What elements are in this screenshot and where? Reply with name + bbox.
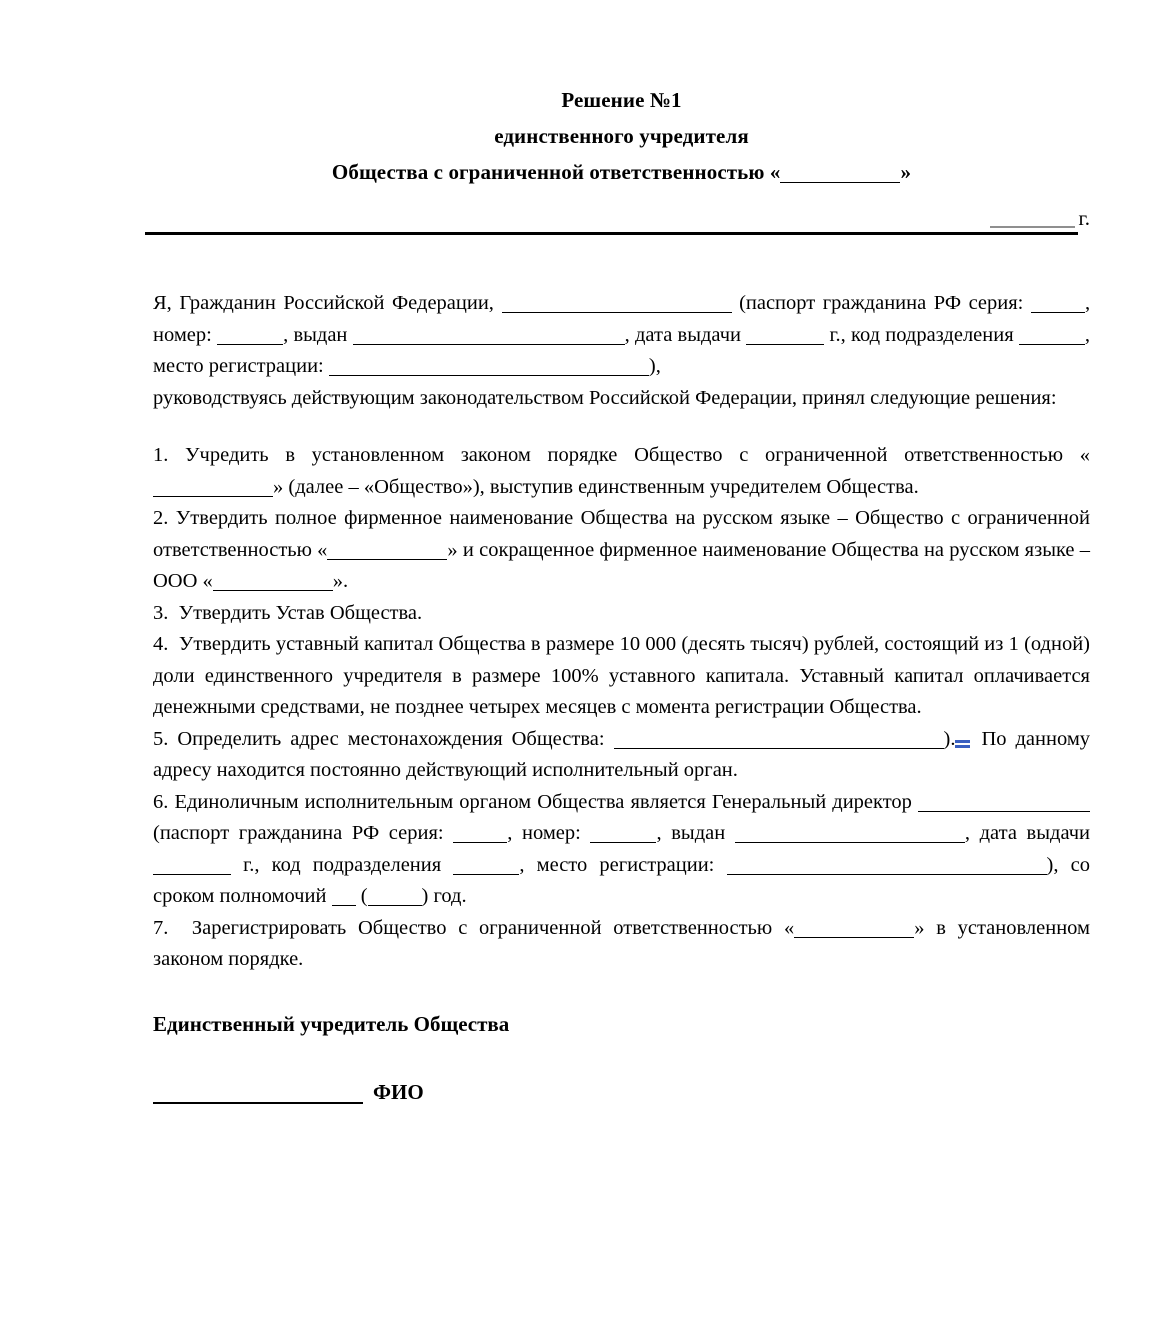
decision-item-5 — [153, 724, 1090, 787]
preamble-paragraph — [153, 288, 1090, 383]
passport-issuer-blank[interactable] — [353, 344, 625, 345]
item-5-number: 5. — [153, 727, 169, 750]
title-line-3 — [153, 156, 1090, 188]
preamble-seg-3: , номер: — [153, 292, 1091, 346]
item-6-issue-date-blank[interactable] — [153, 874, 231, 875]
title-company-prefix: Общества с ограниченной ответственностью « — [331, 160, 781, 184]
item-6-number: 6. — [153, 790, 169, 813]
decision-item-1 — [153, 440, 1090, 503]
item-6-seg-1: Единоличным исполнительным органом Общества является Генеральный директор — [174, 790, 912, 813]
signature-line-row — [153, 1078, 853, 1106]
item-6-seg-3: , номер: — [507, 822, 581, 844]
item-6-seg-4: , выдан — [656, 822, 726, 844]
item-6-seg-10: ) год. — [421, 885, 467, 907]
title-company-suffix: » — [900, 160, 912, 184]
decision-item-3 — [153, 598, 1090, 630]
item-6-seg-6: г., код подразделения — [243, 853, 442, 876]
document-body — [153, 288, 1090, 976]
item-1-number: 1. — [153, 444, 169, 466]
item-6-term-number-blank[interactable] — [332, 905, 356, 906]
item-6-director-name-blank[interactable] — [918, 811, 1090, 812]
signature-block — [153, 1010, 853, 1106]
decision-item-2 — [153, 503, 1090, 598]
item-5-seg-3: По данному адресу находится постоянно действующий исполнительный орган. — [153, 727, 1091, 781]
item-7-company-name-blank[interactable] — [794, 937, 914, 938]
item-2-short-name-blank[interactable] — [213, 590, 333, 591]
passport-number-blank[interactable] — [217, 344, 283, 345]
item-4-number: 4. — [153, 633, 169, 655]
item-6-seg-8: ), со сроком полномочий — [153, 853, 1090, 907]
item-7-number: 7. — [153, 916, 169, 939]
item-1-seg-1: Учредить в установленном законом порядке Общество с ограниченной ответственностью « — [185, 444, 1090, 466]
preamble-closing: руководствуясь действующим законодательством Российской Федерации, принял следующие решения: — [153, 386, 1057, 409]
item-3-number: 3. — [153, 601, 169, 624]
preamble-fullname-blank[interactable] — [502, 312, 732, 313]
preamble-seg-6: г., код подразделения — [829, 323, 1014, 346]
item-1-seg-2: » (далее – «Общество»), выступив единственным учредителем Общества. — [273, 475, 919, 498]
item-6-passport-series-blank[interactable] — [453, 842, 507, 843]
passport-dept-code-blank[interactable] — [1019, 344, 1085, 345]
preamble-seg-8: ), — [648, 355, 661, 377]
item-2-number: 2. — [153, 507, 169, 529]
signature-blank[interactable] — [153, 1102, 363, 1104]
item-3-seg-1: Утвердить Устав Общества. — [178, 601, 423, 624]
item-6-registration-address-blank[interactable] — [727, 874, 1047, 875]
item-7-seg-2: » в установленном законом порядке. — [153, 916, 1091, 970]
preamble-seg-4: , выдан — [283, 323, 348, 346]
item-6-seg-7: , место регистрации: — [519, 853, 715, 876]
item-6-seg-5: , дата выдачи — [964, 822, 1090, 844]
item-2-seg-3: ». — [332, 570, 349, 592]
preamble-seg-1: Я, Гражданин Российской Федерации, — [153, 292, 494, 314]
title-line-2: единственного учредителя — [494, 124, 749, 148]
passport-series-blank[interactable] — [1031, 312, 1085, 313]
decision-item-4 — [153, 629, 1090, 724]
item-6-dept-code-blank[interactable] — [453, 874, 519, 875]
decision-item-7 — [153, 913, 1090, 976]
item-4-seg-1: Утвердить уставный капитал Общества в размере 10 000 (десять тысяч) рублей, состоящий из 1 (одной) доли единственного учредителя в размере 100% уставного капитала. Уставный капитал оплачивается денежными средствами, не позднее четырех месяцев с момента регистрации Общества. — [153, 633, 1091, 718]
item-6-seg-9: ( — [360, 885, 368, 907]
item-2-full-name-blank[interactable] — [327, 559, 447, 560]
passport-issue-date-blank[interactable] — [746, 344, 824, 345]
dateline-row — [145, 205, 1090, 231]
item-2-seg-2: » и сокращенное фирменное наименование Общества на русском языке – ООО « — [153, 538, 1090, 592]
item-5-address-blank[interactable] — [614, 748, 944, 749]
item-5-seg-1: Определить адрес местонахождения Общества: — [177, 727, 605, 750]
dateline-date-blank[interactable] — [990, 226, 1075, 228]
title-company-name-blank[interactable] — [780, 182, 900, 183]
header-divider-rule — [145, 232, 1078, 235]
signature-role-label: Единственный учредитель Общества — [153, 1012, 510, 1036]
item-1-company-name-blank[interactable] — [153, 496, 273, 497]
item-6-term-words-blank[interactable] — [368, 905, 422, 906]
item-5-seg-2: ). — [943, 727, 956, 750]
preamble-seg-5: , дата выдачи — [624, 323, 741, 346]
decision-item-6 — [153, 787, 1090, 913]
item-6-passport-issuer-blank[interactable] — [735, 842, 965, 843]
registration-address-blank[interactable] — [329, 375, 649, 376]
edit-change-mark-icon — [955, 739, 970, 748]
document-title-block — [153, 84, 1090, 188]
item-7-seg-1: Зарегистрировать Общество с ограниченной ответственностью « — [191, 916, 795, 939]
item-6-seg-2: (паспорт гражданина РФ серия: — [153, 822, 444, 844]
item-2-seg-1: Утвердить полное фирменное наименование Общества на русском языке – Общество с ограниченной ответственностью « — [153, 507, 1090, 561]
title-line-1: Решение №1 — [561, 88, 682, 112]
item-6-passport-number-blank[interactable] — [590, 842, 656, 843]
dateline-suffix: г. — [1078, 206, 1090, 230]
signature-name-label: ФИО — [373, 1080, 424, 1104]
preamble-seg-7: , место регистрации: — [153, 323, 1090, 377]
preamble-seg-2: (паспорт гражданина РФ серия: — [739, 292, 1024, 314]
